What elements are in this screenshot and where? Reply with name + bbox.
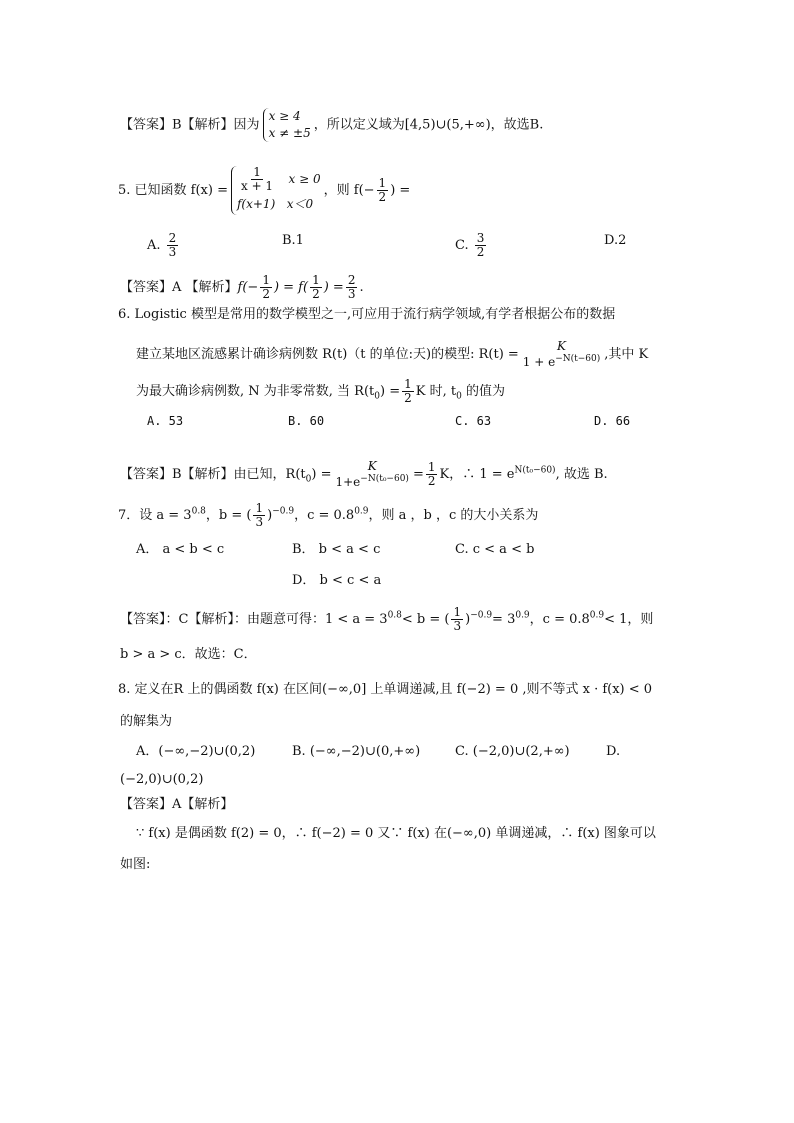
q8-stem-line-2-text: 的解集为 <box>120 714 173 729</box>
q7-answer-num: 1 <box>453 605 462 619</box>
q5-piece-2-expr: f(x+1) <box>236 197 276 211</box>
q7-answer-exp3: 0.9 <box>515 610 530 621</box>
q7-answer-line-2 <box>120 646 257 664</box>
q5-answer-f2: ) = f( <box>273 280 309 295</box>
q7-answer-mid1: < b = ( <box>401 612 450 627</box>
q7-answer-exp4: 0.9 <box>589 610 605 621</box>
q8-option-a: A．(−∞,−2)∪(0,2) <box>136 744 256 759</box>
q4-case-1: x ≥ 4 <box>268 109 301 123</box>
q4-case-brace <box>263 108 311 142</box>
q6-answer-num: K <box>367 459 377 473</box>
q5-answer-tag: 【答案】A 【解析】 <box>120 280 238 295</box>
q6-line-3-half-num: 1 <box>404 377 412 391</box>
q6-line-3-end: 的值为 <box>465 384 505 399</box>
q5-piece-2 <box>237 193 321 215</box>
q7-option-a: A． a < b < c <box>136 542 225 557</box>
q5-option-c <box>455 232 488 259</box>
q7-stem-c-exp: 0.9 <box>354 506 369 517</box>
q6-answer-eq: = <box>412 467 424 482</box>
q6-answer-den-exp: −N(t₀−60) <box>360 474 409 484</box>
q5-answer-f1: f(− <box>237 280 259 295</box>
q5-piecewise <box>231 166 321 215</box>
q5-option-a <box>147 232 180 259</box>
q6-answer-den <box>333 473 410 489</box>
q6-answer-pre: 【答案】B【解析】由已知，R(t <box>120 467 306 482</box>
q5-answer-half2-den: 2 <box>312 287 320 301</box>
q5-answer-half-num: 1 <box>262 273 270 287</box>
q7-stem-a-exp: 0.8 <box>191 506 206 517</box>
q7-answer-line-1: 【答案】：C【解析】：由题意可得：$1 < a = 3^{0.8}< b$ = ( $\frac{1}{3}$ )$^{-0.9}= 3^{0.9}$，$c = 0.8^{0.9}< 1$，则 <box>120 605 654 633</box>
q5-answer-result-num: 2 <box>347 273 356 287</box>
q7-option-c: C. c < a < b <box>455 542 535 557</box>
q6-line-3-pre: 为最大确诊病例数, N 为非零常数, 当 R(t <box>136 384 375 399</box>
q5-option-c-den: 2 <box>476 245 485 259</box>
q7-stem: 7．设 $a = 3^{0.8}$，b = ( $\frac{1}{3}$ )$^{-0.9}$，$c = 0.8^{0.9}$，则 a ，b ，c 的大小关系为 <box>118 501 539 529</box>
q6-model-den <box>521 353 602 369</box>
q8-answer: 【答案】A【解析】 <box>120 797 234 812</box>
q7-answer-end: < 1，则 <box>604 612 654 627</box>
q5-stem-end: ) = <box>390 183 411 198</box>
q8-analysis-2: 如图: <box>120 857 151 872</box>
q8-stem-line-1 <box>118 681 652 699</box>
q8-option-b: B. (−∞,−2)∪(0,+∞) <box>292 744 421 759</box>
q7-answer-mid3: ，c = 0.8 <box>529 612 590 627</box>
q6-answer-mid: ) = <box>311 467 332 482</box>
q6-answer-post-exp: N(t₀−60) <box>514 465 556 476</box>
q8-option-d-cont: (−2,0)∪(0,2) <box>120 772 204 787</box>
q5-option-c-label: C. <box>455 238 469 253</box>
q6-answer-den-base: 1+e <box>335 475 361 489</box>
q6-answer-half-den: 2 <box>427 474 436 488</box>
q7-answer-mid2: = 3 <box>492 612 516 627</box>
q6-answer-line: 【答案】B【解析】由已知，$R(t_0)$ = K $1+e^{-N(t_0-60)}$ = $\frac{1}{2}$ K，∴ $1 = e^{N(t_0-60)}$, 故选 B. <box>120 459 608 489</box>
q7-option-d: D． b < c < a <box>292 573 382 588</box>
q6-line-2 <box>136 340 648 369</box>
q6-line-3-half-den: 2 <box>404 391 412 405</box>
q4-answer-rest: ，所以定义域为[4,5)∪(5,+∞)，故选B. <box>313 117 544 133</box>
q8-option-d: D. <box>606 744 621 759</box>
q7-stem-c: ，c = 0.8 <box>294 508 355 523</box>
q6-answer-end: , 故选 B. <box>555 467 608 482</box>
q6-answer-half-num: 1 <box>427 460 436 474</box>
q5-answer-line <box>120 274 364 301</box>
q5-option-a-label: A. <box>147 238 161 253</box>
q5-piece-1 <box>237 166 321 193</box>
q4-answer-tag: 【答案】B【解析】因为 <box>120 117 260 133</box>
q7-stem-b: ，b = ( <box>205 508 252 523</box>
q6-line-2-pre: 建立某地区流感累计确诊病例数 R(t)（t 的单位:天)的模型: R(t) = <box>136 347 519 362</box>
q7-answer-exp1: 0.8 <box>387 610 402 621</box>
q8-stem-line-2 <box>120 713 172 731</box>
q5-option-b: B.1 <box>282 233 304 248</box>
q7-stem-b-den: 3 <box>255 515 264 529</box>
q6-model-den-base: 1 + e <box>522 355 556 369</box>
q4-answer-line <box>120 108 543 142</box>
q5-answer-f3: ) = <box>323 280 344 295</box>
q6-option-a: A. 53 <box>147 414 184 428</box>
q7-stem-end: ，则 a ，b ，c 的大小关系为 <box>368 508 539 523</box>
q6-answer-post: K，∴ 1 = e <box>439 467 515 482</box>
q5-stem-post: ，则 f(− <box>323 183 375 198</box>
q7-answer-pre: 【答案】：C【解析】：由题意可得：1 < a = 3 <box>120 612 388 627</box>
q8-option-c: C. (−2,0)∪(2,+∞) <box>455 744 570 759</box>
q7-answer-den: 3 <box>453 619 462 633</box>
q6-line-2-post: ,其中 K <box>604 347 649 362</box>
q5-option-d: D.2 <box>604 233 627 248</box>
q6-model-num: K <box>557 339 567 353</box>
q5-option-c-num: 3 <box>476 231 485 245</box>
q6-line-3: 为最大确诊病例数, N 为非零常数, 当 $R(t_0)$ = $\frac{1}{2}$ K 时, $t_0$ 的值为 <box>136 377 505 405</box>
q7-stem-b-num: 1 <box>255 501 264 515</box>
q5-half-num: 1 <box>378 176 387 190</box>
q5-piece-1-num: 1 <box>253 165 261 179</box>
q5-option-a-den: 3 <box>168 245 177 259</box>
q5-option-a-num: 2 <box>168 231 177 245</box>
q7-option-b: B． b < a < c <box>292 542 381 557</box>
q6-line-1-text: 6. Logistic 模型是常用的数学模型之一,可应用于流行病学领域,有学者根据公布的数据 <box>118 307 616 322</box>
q7-stem-b-exp: −0.9 <box>272 506 295 517</box>
q5-answer-result-den: 3 <box>347 287 356 301</box>
q8-analysis-1: ∵ f(x) 是偶函数 f(2) = 0，∴ f(−2) = 0 又∵ f(x) 在(−∞,0) 单调递减，∴ f(x) 图象可以 <box>136 826 656 841</box>
q6-line-3-mid: ) = <box>380 384 401 399</box>
q5-stem-pre: 5. 已知函数 f(x) = <box>118 183 228 198</box>
q4-case-2: x ≠ ±5 <box>268 126 311 140</box>
q7-answer-line-2-text: b > a > c．故选：C． <box>120 647 257 662</box>
q6-model-den-exp: −N(t−60) <box>555 354 601 364</box>
q5-answer-half-den: 2 <box>262 287 270 301</box>
q6-option-d: D. 66 <box>594 414 631 428</box>
q5-piece-1-den: x + 1 <box>240 179 274 193</box>
q5-piece-2-cond: x＜0 <box>286 197 314 211</box>
q5-answer-half2-num: 1 <box>312 273 320 287</box>
q7-stem-a: 7．设 a = 3 <box>118 508 192 523</box>
q5-answer-end: . <box>359 280 364 295</box>
q6-option-c: C. 63 <box>455 414 492 428</box>
q5-piece-1-cond: x ≥ 0 <box>288 172 321 186</box>
q6-option-b: B. 60 <box>288 414 325 428</box>
q6-line-3-post: K 时, t <box>415 384 457 399</box>
q7-answer-exp2: −0.9 <box>470 610 493 621</box>
q8-stem-line-1-text: 8. 定义在R 上的偶函数 f(x) 在区间(−∞,0] 上单调递减,且 f(−2) = 0 ,则不等式 x · f(x) < 0 <box>118 682 653 697</box>
q6-line-1 <box>118 306 615 324</box>
q5-stem <box>118 166 410 215</box>
q5-half-den: 2 <box>378 190 387 204</box>
